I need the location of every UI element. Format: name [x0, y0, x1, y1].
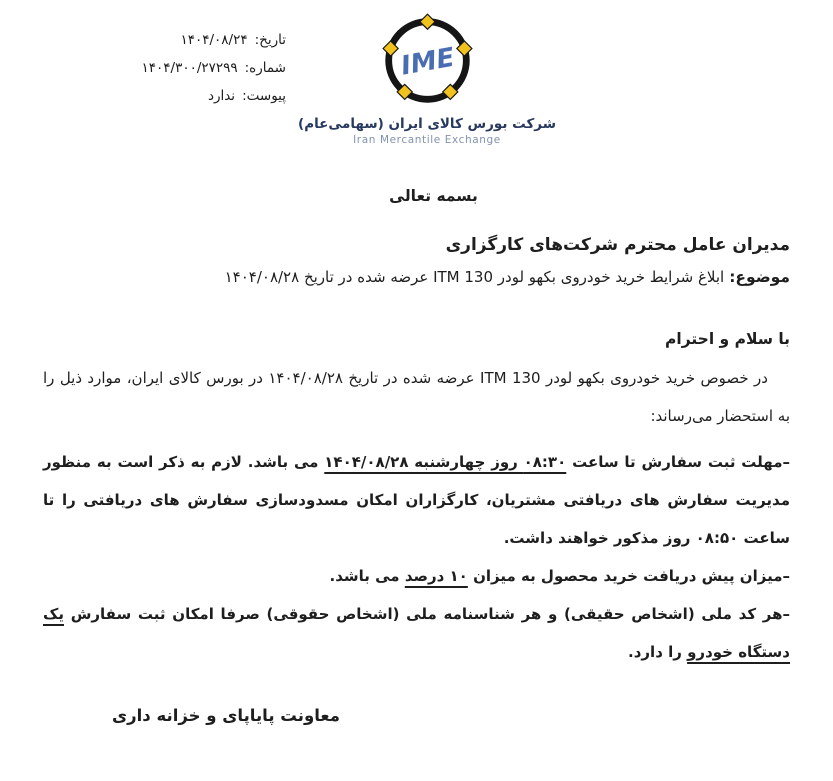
- date-label: تاریخ:: [254, 32, 286, 48]
- number-label: شماره:: [244, 60, 286, 76]
- number-value: ۱۴۰۴/۳۰۰/۲۷۲۹۹: [141, 60, 238, 76]
- underlined-percentage: ۱۰ درصد: [404, 567, 468, 585]
- company-name-en: Iran Mercantile Exchange: [353, 134, 501, 146]
- date-value: ۱۴۰۴/۰۸/۲۴: [180, 32, 248, 48]
- meta-date: [40, 26, 286, 54]
- bullet-order-deadline: [43, 443, 790, 557]
- company-name-fa: شرکت بورس کالای ایران (سهامی‌عام): [298, 116, 556, 132]
- signature-line: معاونت پایاپای و خزانه داری: [112, 706, 340, 725]
- subject-text: ابلاغ شرایط خرید خودروی بکهو لودر ITM 130 عرضه شده در تاریخ ۱۴۰۴/۰۸/۲۸: [224, 268, 725, 286]
- subject-line: [43, 262, 790, 292]
- underlined-one-vehicle: یک دستگاه خودرو: [43, 605, 790, 661]
- underlined-deadline: ۰۸:۳۰ روز چهارشنبه ۱۴۰۴/۰۸/۲۸: [324, 453, 567, 471]
- intro-paragraph: در خصوص خرید خودروی بکهو لودر ITM 130 عرضه شده در تاریخ ۱۴۰۴/۰۸/۲۸ در بورس کالای ایران، موارد ذیل را به استحضار می‌رساند:: [43, 369, 790, 425]
- bullet-text-post: می باشد.: [329, 567, 405, 585]
- ime-logo-icon: [379, 12, 476, 109]
- letter-body: [43, 231, 790, 725]
- bullet-text-post: می باشد. لازم به ذکر است به منظور مدیریت سفارش های دریافتی مشتریان، کارگزاران امکان مسدودسازی سفارش های دریافتی را تا ساعت ۰۸:۵۰ روز مذکور خواهند داشت.: [43, 453, 790, 547]
- bullet-one-vehicle-limit: [43, 595, 790, 671]
- bullet-text-pre: –هر کد ملی (اشخاص حقیقی) و هر شناسنامه ملی (اشخاص حقوقی) صرفا امکان ثبت سفارش: [64, 605, 790, 623]
- attachment-label: پیوست:: [242, 88, 286, 104]
- ime-monogram: IME: [398, 42, 457, 82]
- recipient-line: مدیران عامل محترم شرکت‌های کارگزاری: [445, 235, 790, 255]
- letter-meta: [40, 26, 286, 110]
- bullet-list: [43, 443, 790, 671]
- bullet-prepayment: [43, 557, 790, 595]
- meta-number: [40, 54, 286, 82]
- subject-label: موضوع:: [729, 268, 790, 286]
- attachment-value: ندارد: [207, 88, 236, 104]
- greeting-line: با سلام و احترام: [665, 330, 790, 348]
- bullet-text-pre: –مهلت ثبت سفارش تا ساعت: [566, 453, 790, 471]
- bullet-text-pre: –میزان پیش دریافت خرید محصول به میزان: [467, 567, 790, 585]
- ime-logo: [298, 12, 556, 146]
- bismillah: بسمه تعالی: [389, 187, 478, 205]
- meta-attachment: [40, 82, 286, 110]
- bullet-text-post: را دارد.: [628, 643, 688, 661]
